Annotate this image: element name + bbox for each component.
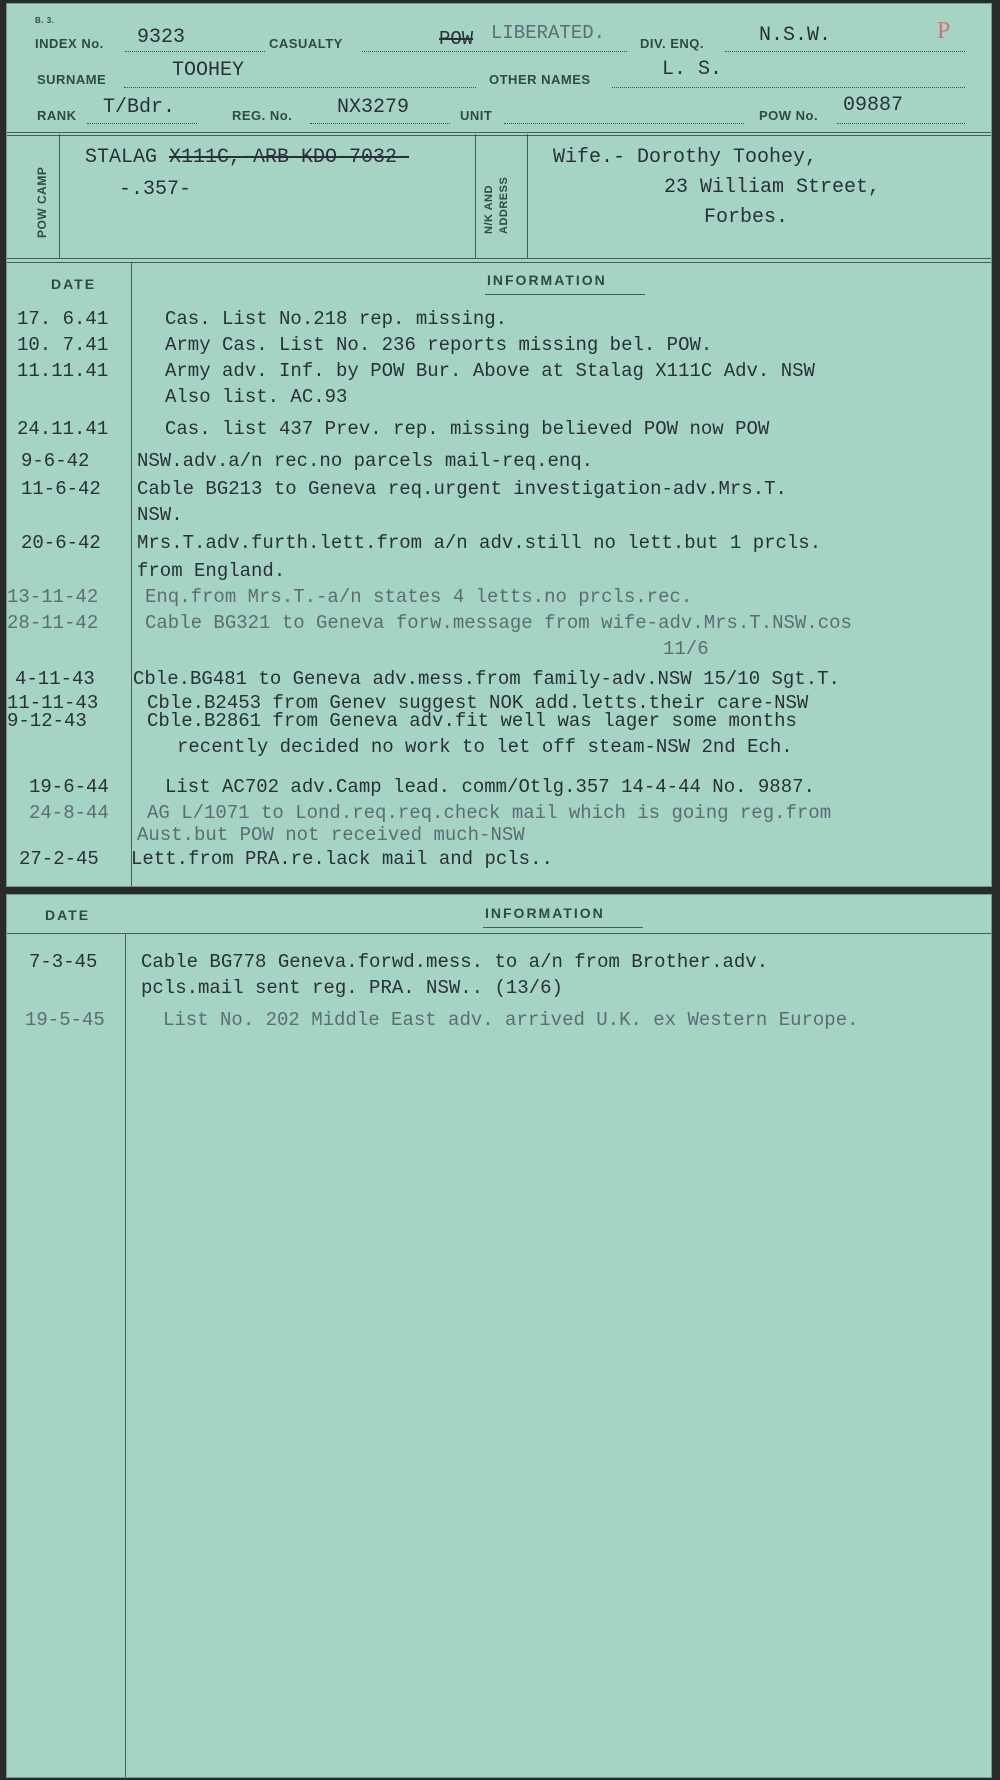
unit-label: UNIT xyxy=(460,108,493,123)
information-column-header: INFORMATION xyxy=(487,272,607,288)
entry-date: 24-8-44 xyxy=(29,802,109,824)
div-enq-value: N.S.W. xyxy=(759,24,832,47)
surname-value: TOOHEY xyxy=(172,59,245,82)
record-card-front xyxy=(6,3,992,887)
pow-no-label: POW No. xyxy=(759,108,819,123)
index-label: INDEX No. xyxy=(35,36,104,51)
reg-no-value: NX3279 xyxy=(337,96,410,119)
nok-label-1: N/K AND xyxy=(483,185,495,234)
entry-info-line: Cble.B2453 from Genev suggest NOK add.letts.their care-NSW xyxy=(147,692,809,714)
nok-label-2: ADDRESS xyxy=(498,176,510,234)
rank-label: RANK xyxy=(37,108,77,123)
entry-date: 11-11-43 xyxy=(7,692,99,714)
record-card-continuation xyxy=(6,894,992,1778)
entry-date: 9-12-43 xyxy=(7,710,87,732)
reg-no-label: REG. No. xyxy=(232,108,293,123)
entry-info-line: AG L/1071 to Lond.req.req.check mail which is going reg.from xyxy=(147,802,832,824)
form-code: B. 3. xyxy=(35,16,55,25)
other-names-value: L. S. xyxy=(662,58,723,81)
casualty-stamp: LIBERATED. xyxy=(491,22,606,44)
casualty-struck: POW xyxy=(439,28,474,50)
camp-line-1: STALAG X111C,-ARB-KDO-7032- xyxy=(85,146,410,169)
entry-date: 19-6-44 xyxy=(29,776,109,798)
entry-date: 13-11-42 xyxy=(7,586,99,608)
entry-info-line: Lett.from PRA.re.lack mail and pcls.. xyxy=(131,848,553,870)
surname-label: SURNAME xyxy=(37,72,107,87)
entry-info-line: List AC702 adv.Camp lead. comm/Otlg.357 14-4-44 No. 9887. xyxy=(165,776,815,798)
entry-info-line: recently decided no work to let off steam-NSW 2nd Ech. xyxy=(177,736,793,758)
entry-date: 19-5-45 xyxy=(25,1009,105,1031)
nok-line-1: Wife.- Dorothy Toohey, xyxy=(553,146,818,169)
entry-date: 17. 6.41 xyxy=(17,308,109,330)
entry-info-line: Cas. list 437 Prev. rep. missing believed POW now POW xyxy=(165,418,770,440)
entry-date: 11-6-42 xyxy=(21,478,101,500)
entry-info-line: NSW.adv.a/n rec.no parcels mail-req.enq. xyxy=(137,450,594,472)
entry-date: 11.11.41 xyxy=(17,360,109,382)
entry-info-line: List No. 202 Middle East adv. arrived U.K. ex Western Europe. xyxy=(163,1009,859,1031)
nok-line-3: Forbes. xyxy=(704,206,789,229)
entry-date: 10. 7.41 xyxy=(17,334,109,356)
entry-date: 4-11-43 xyxy=(15,668,95,690)
div-enq-label: DIV. ENQ. xyxy=(640,36,704,51)
entry-info-line: Aust.but POW not received much-NSW xyxy=(137,824,525,846)
entry-info-line: pcls.mail sent reg. PRA. NSW.. (13/6) xyxy=(141,977,563,999)
date-column-header: DATE xyxy=(51,276,97,292)
other-names-label: OTHER NAMES xyxy=(489,72,591,87)
entry-date: 28-11-42 xyxy=(7,612,99,634)
entry-info-line: Cable BG778 Geneva.forwd.mess. to a/n from Brother.adv. xyxy=(141,951,769,973)
date-column-header: DATE xyxy=(45,907,91,923)
information-column-header: INFORMATION xyxy=(485,905,605,921)
entry-info-line: Enq.from Mrs.T.-a/n states 4 letts.no prcls.rec. xyxy=(145,586,693,608)
entry-date: 20-6-42 xyxy=(21,532,101,554)
entry-info-line: 11/6 xyxy=(663,638,709,660)
entry-info-line: from England. xyxy=(137,560,286,582)
entry-info-line: Cable BG321 to Geneva forw.message from wife-adv.Mrs.T.NSW.cos xyxy=(145,612,852,634)
entry-info-line: NSW. xyxy=(137,504,183,526)
entry-date: 24.11.41 xyxy=(17,418,109,440)
entry-date: 27-2-45 xyxy=(19,848,99,870)
entry-info-line: Cable BG213 to Geneva req.urgent investigation-adv.Mrs.T. xyxy=(137,478,787,500)
entry-info-line: Cble.B2861 from Geneva adv.fit well was lager some months xyxy=(147,710,797,732)
camp-line-2: -.357- xyxy=(119,178,192,201)
entry-info-line: Also list. AC.93 xyxy=(165,386,348,408)
entry-date: 9-6-42 xyxy=(21,450,90,472)
entry-date: 7-3-45 xyxy=(29,951,98,973)
pow-no-value: 09887 xyxy=(843,94,904,117)
index-value: 9323 xyxy=(137,26,186,49)
entry-info-line: Cble.BG481 to Geneva adv.mess.from family-adv.NSW 15/10 Sgt.T. xyxy=(133,668,840,690)
nok-line-2: 23 William Street, xyxy=(664,176,881,199)
casualty-label: CASUALTY xyxy=(269,36,343,51)
rank-value: T/Bdr. xyxy=(103,96,176,119)
entry-info-line: Mrs.T.adv.furth.lett.from a/n adv.still no lett.but 1 prcls. xyxy=(137,532,822,554)
pow-camp-label: POW CAMP xyxy=(35,166,49,238)
corner-mark: P xyxy=(937,18,951,44)
entry-info-line: Cas. List No.218 rep. missing. xyxy=(165,308,508,330)
entry-info-line: Army Cas. List No. 236 reports missing bel. POW. xyxy=(165,334,713,356)
entry-info-line: Army adv. Inf. by POW Bur. Above at Stalag X111C Adv. NSW xyxy=(165,360,815,382)
